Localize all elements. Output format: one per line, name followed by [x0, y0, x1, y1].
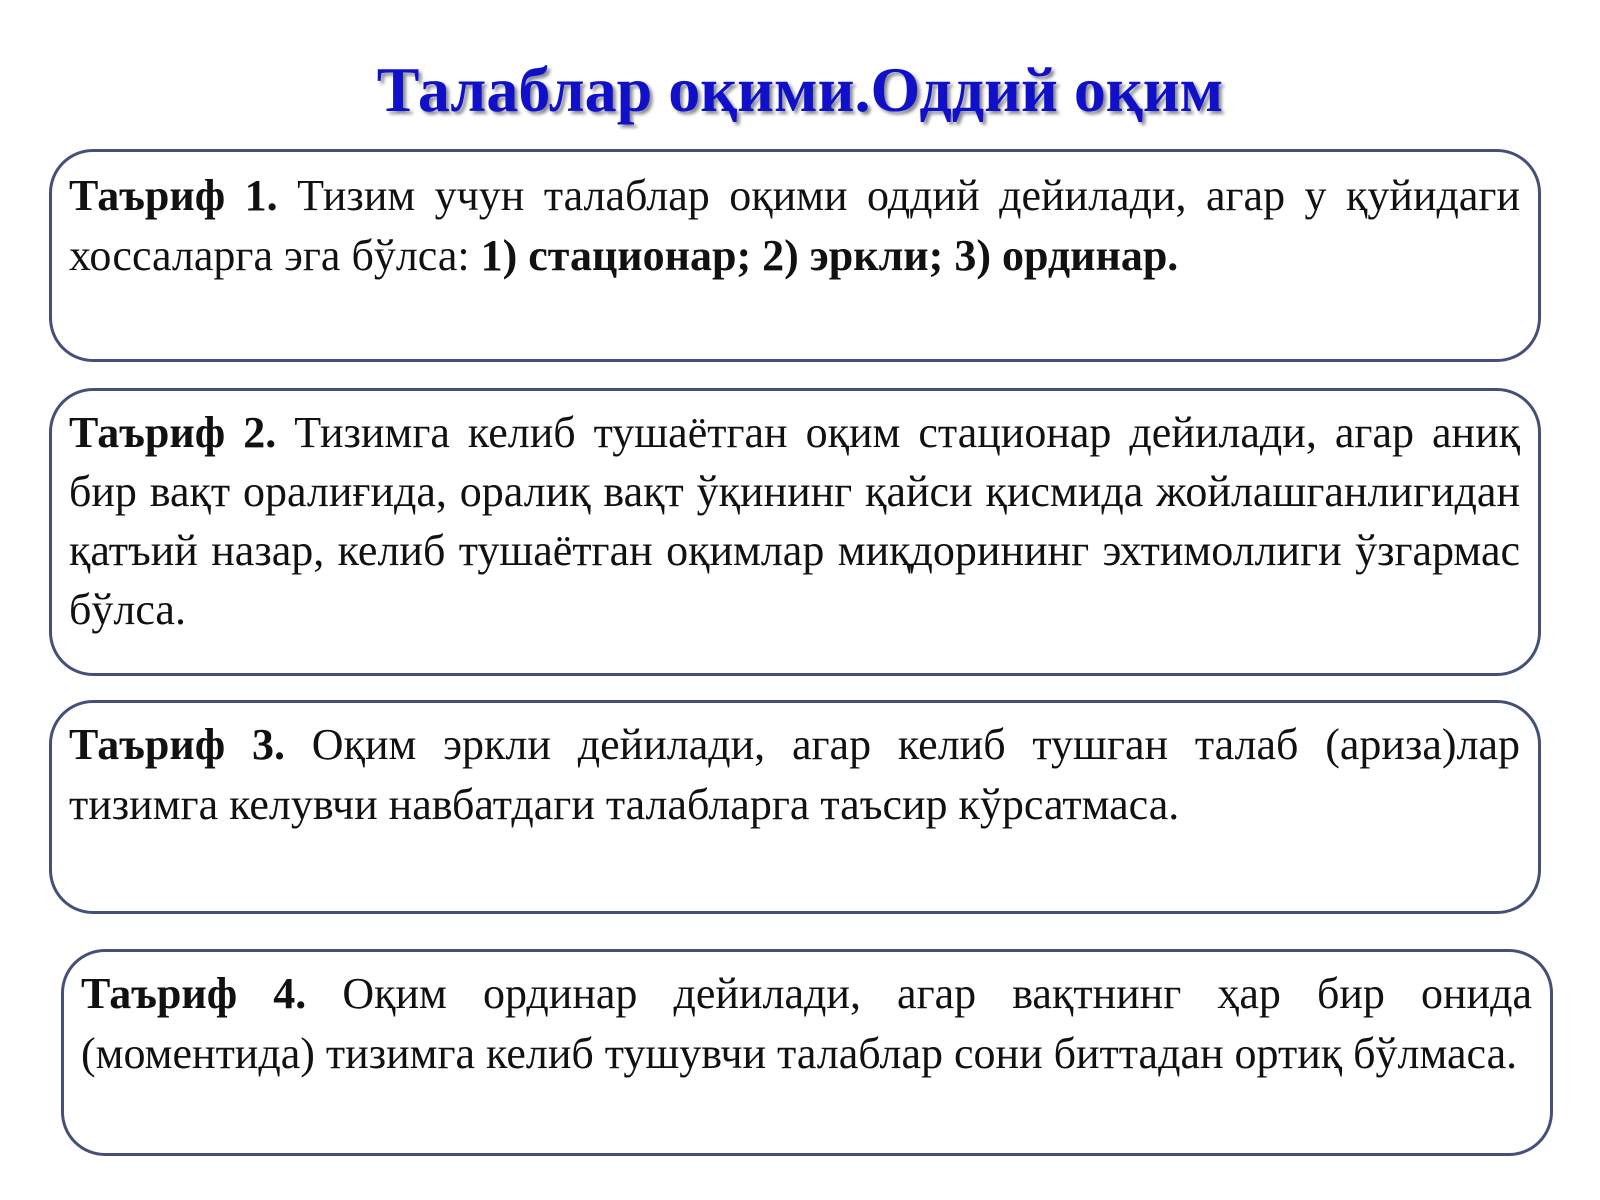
- definition-1-label: Таъриф 1.: [69, 171, 278, 220]
- definition-box-3: [49, 700, 1541, 914]
- definition-4-body: Оқим ординар дейилади, агар вақтнинг ҳар бир онида (моментида) тизимга келиб тушувчи талаблар сони биттадан ортиқ бўлмаса.: [81, 969, 1532, 1078]
- definition-3-body: Оқим эркли дейилади, агар келиб тушган талаб (ариза)лар тизимга келувчи навбатдаги талабларга таъсир кўрсатмаса.: [69, 720, 1520, 829]
- definition-4-label: Таъриф 4.: [81, 969, 307, 1018]
- definition-2-body: Тизимга келиб тушаётган оқим стационар дейилади, агар аниқ бир вақт оралиғида, оралиқ вақт ўқининг қайси қисмида жойлашганлигидан қатъий назар, келиб тушаётган оқимлар миқдорининг эхтимоллиги ўзгармас бўлса.: [69, 408, 1520, 634]
- definition-2-label: Таъриф 2.: [69, 408, 277, 457]
- definition-box-2: [49, 388, 1541, 676]
- definition-3-text: [69, 715, 1520, 835]
- definition-1-text: [69, 166, 1520, 286]
- page-title: Талаблар оқими.Оддий оқим: [376, 54, 1224, 125]
- definition-4-text: [81, 964, 1532, 1084]
- definition-2-text: [69, 403, 1520, 639]
- definition-1-properties: 1) стационар; 2) эркли; 3) ординар.: [480, 231, 1179, 280]
- definition-box-4: [61, 949, 1553, 1156]
- definition-box-1: [49, 149, 1541, 362]
- definition-3-label: Таъриф 3.: [69, 720, 285, 769]
- definition-1-body: Тизим учун талаблар оқими оддий дейилади, агар у қуйидаги хоссаларга эга бўлса:: [69, 171, 1520, 280]
